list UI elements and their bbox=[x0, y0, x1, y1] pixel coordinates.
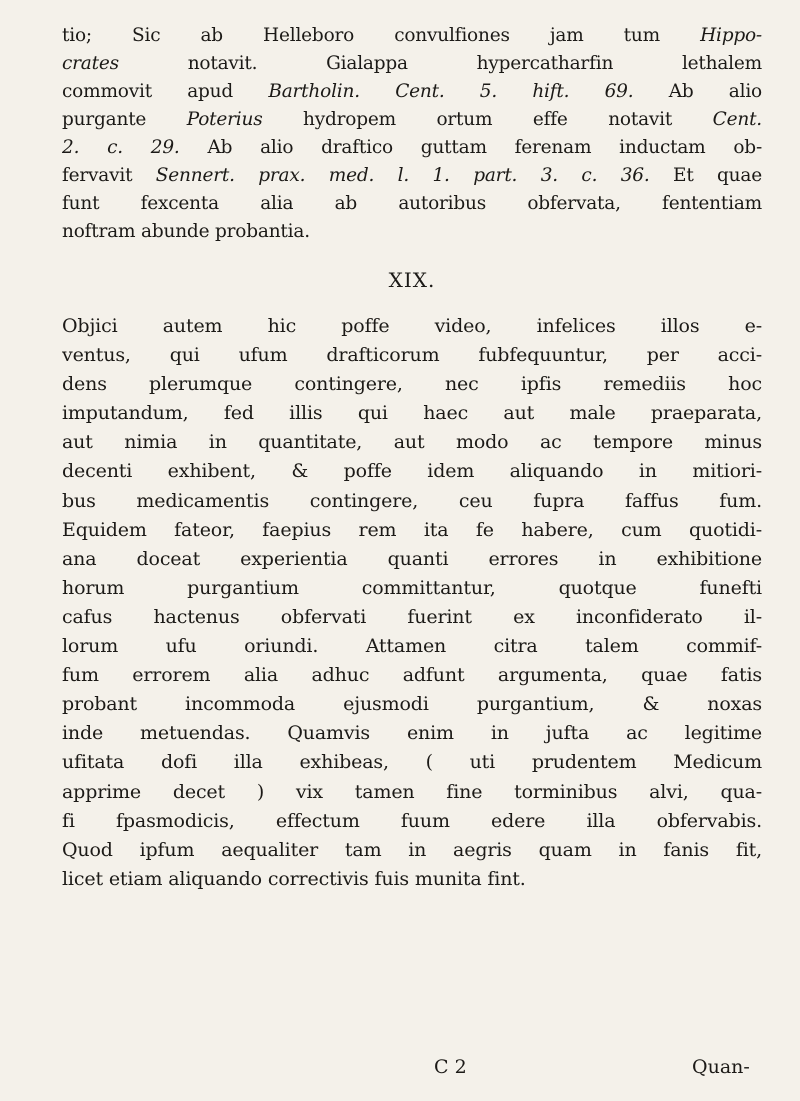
text-line bbox=[62, 719, 762, 748]
text-run: funt fexcenta alia ab autoribus obfervata, fententiam bbox=[62, 193, 762, 214]
text-run: fervavit bbox=[62, 165, 156, 186]
text-run: Et quae bbox=[649, 165, 762, 186]
text-run: ana doceat experientia quanti errores in exhibitione bbox=[62, 547, 762, 570]
text-run: notavit. Gialappa hypercatharfin lethalem bbox=[118, 53, 762, 74]
text-run: tio; Sic ab Helleboro convulfiones jam tum bbox=[62, 25, 701, 46]
text-run: probant incommoda ejusmodi purgantium, & noxas bbox=[62, 693, 762, 716]
text-line bbox=[62, 370, 762, 399]
text-run: ufitata dofi illa exhibeas, ( uti prudentem Medicum bbox=[62, 751, 762, 774]
text-run: purgante bbox=[62, 109, 187, 130]
text-run: hydropem ortum effe notavit bbox=[262, 109, 713, 130]
italic-text-run: Hippo- bbox=[700, 25, 762, 46]
text-line bbox=[62, 690, 762, 719]
text-line bbox=[62, 516, 762, 545]
section-heading: XIX. bbox=[388, 268, 436, 292]
text-line bbox=[62, 341, 762, 370]
text-line bbox=[62, 545, 762, 574]
italic-text-run: Sennert. prax. med. l. 1. part. 3. c. 36. bbox=[155, 165, 650, 186]
italic-text-run: Cent. bbox=[712, 109, 762, 130]
text-run: decenti exhibent, & poffe idem aliquando in mitiori- bbox=[62, 460, 762, 483]
italic-text-run: 2. c. 29. bbox=[62, 137, 180, 158]
text-line bbox=[62, 748, 762, 777]
text-run: cafus hactenus obfervati fuerint ex inconfiderato il- bbox=[62, 605, 762, 628]
page-footer bbox=[0, 1056, 800, 1084]
text-run: licet etiam aliquando correctivis fuis munita fint. bbox=[62, 867, 526, 890]
text-line bbox=[62, 106, 762, 134]
text-line bbox=[62, 78, 762, 106]
text-run: commovit apud bbox=[62, 81, 269, 102]
text-line bbox=[62, 603, 762, 632]
text-line bbox=[62, 22, 762, 50]
text-line bbox=[62, 162, 762, 190]
paragraph-2 bbox=[62, 312, 762, 894]
text-run: Objici autem hic poffe video, infelices illos e- bbox=[62, 315, 762, 337]
text-run: Ab alio draftico guttam ferenam inductam ob- bbox=[179, 137, 762, 158]
text-run: aut nimia in quantitate, aut modo ac tempore minus bbox=[62, 431, 762, 454]
text-block bbox=[62, 22, 762, 894]
text-run: dens plerumque contingere, nec ipfis remediis hoc bbox=[62, 373, 762, 396]
text-line bbox=[62, 778, 762, 807]
text-line bbox=[62, 807, 762, 836]
text-run: fum errorem alia adhuc adfunt argumenta, quae fatis bbox=[62, 664, 762, 687]
text-line bbox=[62, 661, 762, 690]
text-run: horum purgantium committantur, quotque funefti bbox=[62, 576, 762, 599]
paragraph-1 bbox=[62, 22, 762, 246]
text-run: bus medicamentis contingere, ceu fupra faffus fum. bbox=[62, 489, 762, 512]
text-line bbox=[62, 50, 762, 78]
text-line bbox=[62, 574, 762, 603]
text-line bbox=[62, 134, 762, 162]
text-run: inde metuendas. Quamvis enim in jufta ac legitime bbox=[62, 722, 762, 745]
text-line bbox=[62, 487, 762, 516]
text-run: noftram abunde probantia. bbox=[62, 221, 310, 242]
signature-mark: C 2 bbox=[434, 1056, 467, 1078]
text-line bbox=[62, 457, 762, 486]
text-run: apprime decet ) vix tamen fine torminibus alvi, qua- bbox=[62, 780, 762, 803]
italic-text-run: Cent. 5. hift. 69. bbox=[395, 81, 634, 102]
text-run: Quod ipfum aequaliter tam in aegris quam in fanis fit, bbox=[62, 838, 762, 861]
text-line bbox=[62, 190, 762, 218]
text-line bbox=[62, 836, 762, 865]
text-line bbox=[62, 865, 762, 894]
text-run bbox=[360, 81, 395, 102]
text-run: Ab alio bbox=[633, 81, 762, 102]
text-run: lorum ufu oriundi. Attamen citra talem commif- bbox=[62, 635, 762, 658]
text-line bbox=[62, 428, 762, 457]
text-run: imputandum, fed illis qui haec aut male praeparata, bbox=[62, 402, 762, 425]
text-line bbox=[62, 399, 762, 428]
italic-text-run: Poterius bbox=[186, 109, 263, 130]
text-line bbox=[62, 218, 762, 246]
text-run: ventus, qui ufum drafticorum fubfequuntur, per acci- bbox=[62, 344, 762, 367]
italic-text-run: crates bbox=[62, 53, 119, 74]
text-run: fi fpasmodicis, effectum fuum edere illa obfervabis. bbox=[62, 809, 762, 832]
italic-text-run: Bartholin. bbox=[268, 81, 360, 102]
text-line bbox=[62, 632, 762, 661]
text-run: Equidem fateor, faepius rem ita fe habere, cum quotidi- bbox=[62, 518, 762, 541]
catchword: Quan- bbox=[692, 1056, 750, 1078]
text-line bbox=[62, 312, 762, 341]
